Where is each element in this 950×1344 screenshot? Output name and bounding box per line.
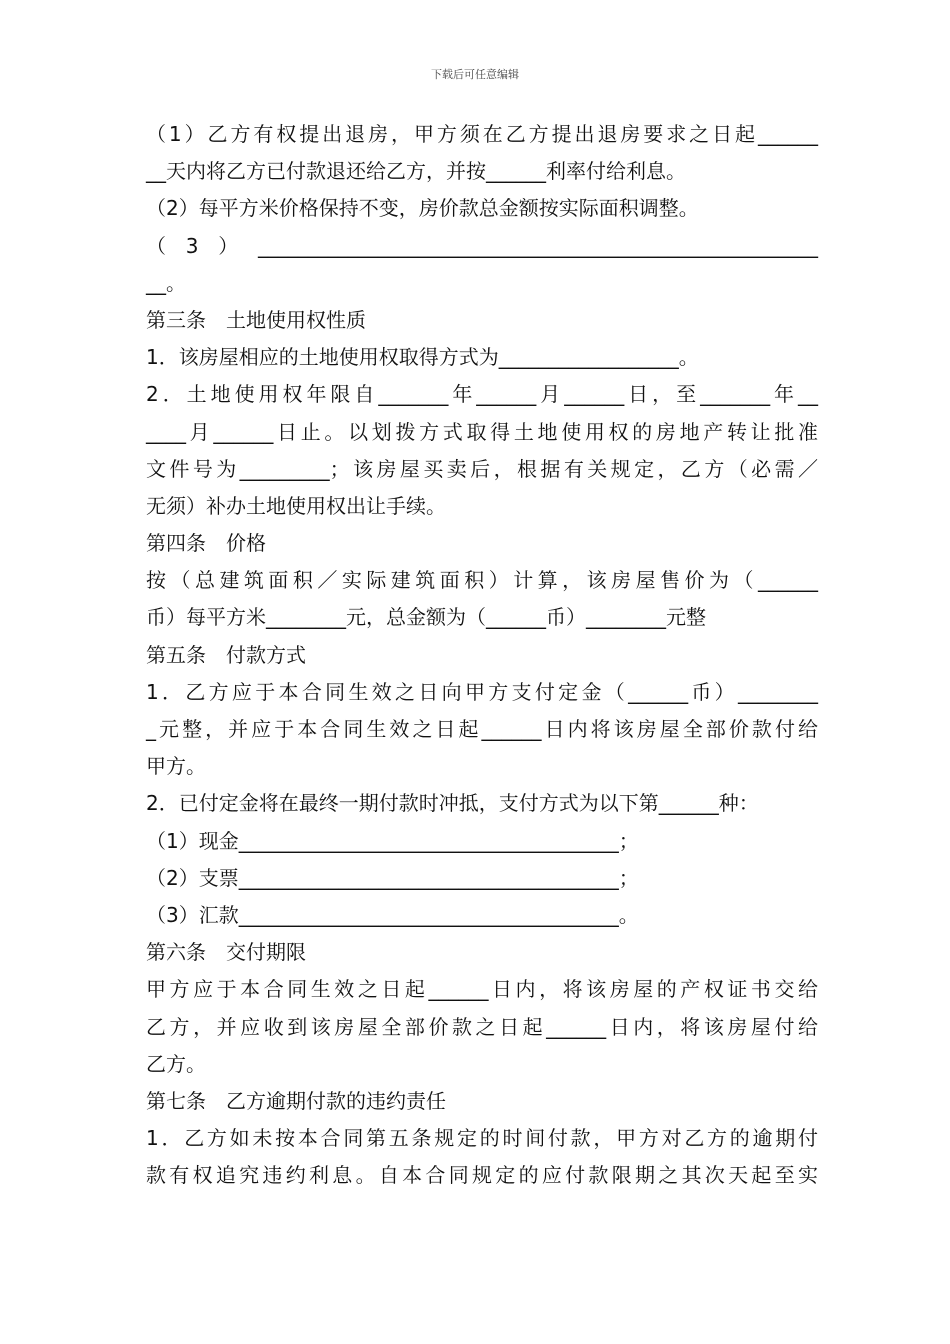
document-line: 款有权追究违约利息。自本合同规定的应付款限期之其次天起至实 [146,1163,818,1188]
document-line: 1．乙方应于本合同生效之日向甲方支付定金（______币）________ [146,679,818,704]
document-line: 甲方应于本合同生效之日起______日内，将该房屋的产权证书交给 [146,977,818,1002]
document-line: _元整，并应于本合同生效之日起______日内将该房屋全部价款付给 [146,717,818,741]
document-line: __。 [146,270,186,295]
document-line: 1．该房屋相应的土地使用权取得方式为__________________。 [146,345,699,370]
document-line: 第七条 乙方逾期付款的违约责任 [146,1088,446,1113]
page-header: 下载后可任意编辑 [431,68,519,81]
document-line: 2．土地使用权年限自_______年______月______日，至_______年__ [146,382,818,407]
document-line: 第六条 交付期限 [146,940,306,965]
document-line: 2．已付定金将在最终一期付款时冲抵，支付方式为以下第______种： [146,791,759,816]
document-line: 甲方。 [146,754,206,779]
document-line: __天内将乙方已付款退还给乙方，并按______利率付给利息。 [146,159,686,184]
document-line: （2）支票______________________________________； [146,865,639,890]
document-line: 按（总建筑面积／实际建筑面积）计算，该房屋售价为（______ [146,568,818,593]
document-line: 币）每平方米________元，总金额为（______币）________元整 [146,605,706,630]
document-line: 第四条 价格 [146,531,266,556]
document-line: （1）现金______________________________________； [146,828,639,853]
document-line: 无须）补办土地使用权出让手续。 [146,493,446,518]
document-line: ____月______日止。以划拨方式取得土地使用权的房地产转让批准 [146,419,818,444]
document-line: （2）每平方米价格保持不变，房价款总金额按实际面积调整。 [146,196,699,221]
document-line: （3）汇款______________________________________。 [146,902,639,927]
document-line: 文件号为_________；该房屋买卖后，根据有关规定，乙方（必需／ [146,456,818,481]
document-line: 第三条 土地使用权性质 [146,307,366,332]
document-line: （3）________________________________________________________ [146,233,818,258]
document-line: （1）乙方有权提出退房，甲方须在乙方提出退房要求之日起______ [146,122,818,146]
document-body [146,116,818,1194]
document-line: 第五条 付款方式 [146,642,306,667]
document-line: 1．乙方如未按本合同第五条规定的时间付款，甲方对乙方的逾期付 [146,1126,818,1151]
document-line: 乙方。 [146,1051,206,1076]
document-line: 乙方，并应收到该房屋全部价款之日起______日内，将该房屋付给 [146,1014,818,1039]
